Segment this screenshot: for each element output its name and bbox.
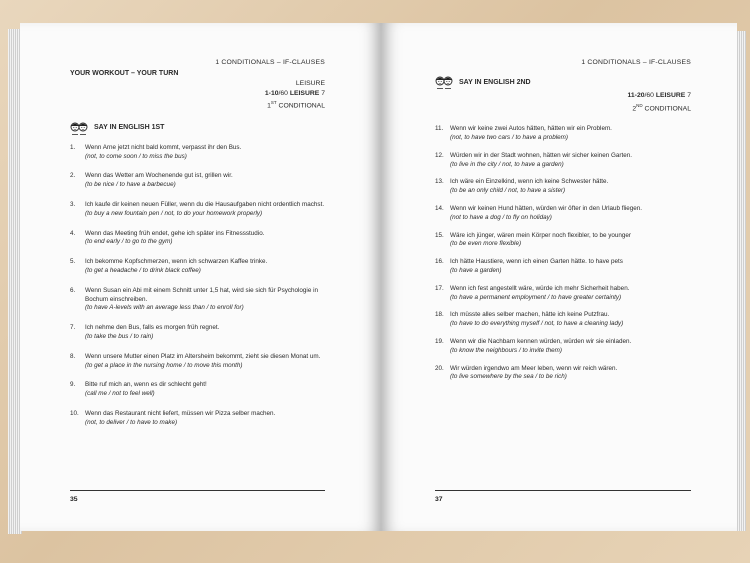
exercise-item <box>435 152 691 170</box>
exercise-body <box>85 324 325 342</box>
workout-title: YOUR WORKOUT – YOUR TURN <box>70 70 179 77</box>
page-edges-right <box>736 31 746 531</box>
exercise-body <box>450 232 691 250</box>
exercise-item <box>435 311 691 329</box>
exercise-number: 2. <box>70 172 76 180</box>
two-heads-icon <box>435 75 453 89</box>
say-in-english-heading <box>435 73 691 91</box>
exercise-body <box>85 230 325 248</box>
leisure-label: LEISURE <box>295 80 325 87</box>
english-hint: (to get a place in the nursing home / to move this month) <box>85 361 243 369</box>
exercise-item <box>70 144 325 162</box>
english-hint: (to have a garden) <box>450 267 502 275</box>
exercise-list <box>70 144 325 428</box>
german-sentence: Ich müsste alles selber machen, hätte ich keine Putzfrau. <box>450 311 610 319</box>
exercise-range: 1-10/60 LEISURE 7 <box>264 89 325 97</box>
exercise-number: 16. <box>435 258 444 266</box>
exercise-item <box>435 338 691 356</box>
english-hint: (not to have a dog / to fly on holiday) <box>450 213 552 221</box>
exercise-number: 11. <box>435 125 444 133</box>
exercise-number: 3. <box>70 200 76 208</box>
say-title: SAY IN ENGLISH 1ST <box>94 124 165 132</box>
english-hint: (to get a headache / to drink black coffee) <box>85 266 201 274</box>
german-sentence: Ich hätte Haustiere, wenn ich einen Garten hätte. to have pets <box>450 258 623 266</box>
german-sentence: Wenn das Wetter am Wochenende gut ist, grillen wir. <box>85 172 233 180</box>
exercise-body <box>450 338 691 356</box>
english-hint: (to live somewhere by the sea / to be rich) <box>450 373 567 381</box>
right-page-content <box>435 59 691 391</box>
german-sentence: Wäre ich jünger, wären mein Körper noch flexibler, to be younger <box>450 231 631 239</box>
page-number: 37 <box>435 496 443 503</box>
exercise-number: 5. <box>70 258 76 266</box>
german-sentence: Ich bekomme Kopfschmerzen, wenn ich schwarzen Kaffee trinke. <box>85 258 268 266</box>
left-page <box>20 23 381 531</box>
exercise-item <box>435 178 691 196</box>
german-sentence: Wenn das Meeting früh endet, gehe ich später ins Fitnessstudio. <box>85 229 265 237</box>
say-title: SAY IN ENGLISH 2ND <box>459 78 531 86</box>
exercise-item <box>435 258 691 276</box>
english-hint: (to know the neighbours / to invite them) <box>450 346 563 354</box>
german-sentence: Ich nehme den Bus, falls es morgen früh regnet. <box>85 324 220 332</box>
german-sentence: Wenn wir keinen Hund hätten, würden wir öfter in den Urlaub fliegen. <box>450 205 643 213</box>
exercise-body <box>450 365 691 383</box>
exercise-range: 11-20/60 LEISURE 7 <box>627 92 691 99</box>
exercise-item <box>70 258 325 276</box>
left-page-content <box>70 59 325 439</box>
exercise-number: 15. <box>435 231 444 239</box>
english-hint: (to have A-levels with an average less than / to enroll for) <box>85 304 244 312</box>
english-hint: (call me / not to feel well) <box>85 390 155 398</box>
german-sentence: Wenn Arne jetzt nicht bald kommt, verpasst ihr den Bus. <box>85 143 242 151</box>
german-sentence: Wenn wir die Nachbarn kennen würden, würden wir sie einladen. <box>450 338 632 346</box>
german-sentence: Ich wäre ein Einzelkind, wenn ich keine Schwester hätte. <box>450 178 609 186</box>
exercise-body <box>85 381 325 399</box>
exercise-number: 1. <box>70 143 76 151</box>
german-sentence: Bitte ruf mich an, wenn es dir schlecht geht! <box>85 381 207 389</box>
exercise-number: 10. <box>70 409 79 417</box>
exercise-item <box>435 125 691 143</box>
exercise-item <box>70 201 325 219</box>
german-sentence: Würden wir in der Stadt wohnen, hätten wir sicher keinen Garten. <box>450 151 633 159</box>
exercise-body <box>85 410 325 428</box>
exercise-item <box>70 230 325 248</box>
german-sentence: Wenn wir keine zwei Autos hätten, hätten wir ein Problem. <box>450 125 612 133</box>
exercise-item <box>435 285 691 303</box>
exercise-item <box>435 205 691 223</box>
exercise-number: 18. <box>435 311 444 319</box>
exercise-body <box>85 258 325 276</box>
english-hint: (not, to come soon / to miss the bus) <box>85 152 187 160</box>
exercise-body <box>450 205 691 223</box>
english-hint: (to take the bus / to rain) <box>85 332 154 340</box>
exercise-number: 9. <box>70 381 76 389</box>
exercise-item <box>70 353 325 371</box>
exercise-item <box>70 410 325 428</box>
exercise-item <box>70 172 325 190</box>
exercise-number: 19. <box>435 338 444 346</box>
english-hint: (not, to deliver / to have to make) <box>85 418 178 426</box>
exercise-list <box>435 125 691 382</box>
conditional-label: 1ST CONDITIONAL <box>267 100 325 110</box>
exercise-body <box>85 144 325 162</box>
section-meta <box>70 79 325 111</box>
open-book <box>8 19 746 534</box>
exercise-number: 7. <box>70 324 76 332</box>
exercise-item <box>70 324 325 342</box>
exercise-item <box>70 287 325 313</box>
exercise-number: 13. <box>435 178 444 186</box>
running-head: 1 CONDITIONALS – IF-CLAUSES <box>215 59 325 66</box>
english-hint: (to have a permanent employment / to have greater certainty) <box>450 293 622 301</box>
two-heads-icon <box>70 121 88 135</box>
conditional-label: 2ND CONDITIONAL <box>632 102 691 112</box>
exercise-body <box>450 125 691 143</box>
exercise-body <box>85 353 325 371</box>
exercise-body <box>450 285 691 303</box>
exercise-body <box>450 152 691 170</box>
exercise-item <box>435 232 691 250</box>
section-meta <box>435 91 691 113</box>
german-sentence: Wir würden irgendwo am Meer leben, wenn wir reich wären. <box>450 364 618 372</box>
exercise-number: 6. <box>70 286 76 294</box>
right-page <box>381 23 737 531</box>
exercise-body <box>450 178 691 196</box>
exercise-body <box>450 258 691 276</box>
english-hint: (to be even more flexible) <box>450 240 522 248</box>
exercise-body <box>85 172 325 190</box>
page-number: 35 <box>70 496 78 503</box>
say-in-english-heading <box>70 119 325 137</box>
footer-rule <box>435 490 691 491</box>
footer-rule <box>70 490 325 491</box>
german-sentence: Ich kaufe dir keinen neuen Füller, wenn du die Hausaufgaben nicht ordentlich machst. <box>85 200 325 208</box>
english-hint: (to be nice / to have a barbecue) <box>85 181 176 189</box>
german-sentence: Wenn ich fest angestellt wäre, würde ich mehr Sicherheit haben. <box>450 284 630 292</box>
german-sentence: Wenn das Restaurant nicht liefert, müssen wir Pizza selber machen. <box>85 409 276 417</box>
exercise-number: 17. <box>435 284 444 292</box>
exercise-number: 12. <box>435 151 444 159</box>
exercise-number: 20. <box>435 364 444 372</box>
exercise-body <box>450 311 691 329</box>
exercise-number: 4. <box>70 229 76 237</box>
exercise-body <box>85 287 325 313</box>
exercise-number: 14. <box>435 205 444 213</box>
english-hint: (to be an only child / not, to have a sister) <box>450 187 566 195</box>
german-sentence: Wenn unsere Mutter einen Platz im Altersheim bekommt, zieht sie diesen Monat um. <box>85 352 321 360</box>
running-head: 1 CONDITIONALS – IF-CLAUSES <box>581 59 691 66</box>
english-hint: (to have to do everything myself / not, to have a cleaning lady) <box>450 320 624 328</box>
exercise-number: 8. <box>70 352 76 360</box>
exercise-item <box>70 381 325 399</box>
german-sentence: Wenn Susan ein Abi mit einem Schnitt unter 1,5 hat, wird sie sich für Psychologie in Bochum einschreiben. <box>85 286 318 303</box>
exercise-body <box>85 201 325 219</box>
english-hint: (not, to have two cars / to have a problem) <box>450 134 568 142</box>
english-hint: (to live in the city / not, to have a garden) <box>450 160 564 168</box>
english-hint: (to buy a new fountain pen / not, to do your homework properly) <box>85 209 263 217</box>
exercise-item <box>435 365 691 383</box>
english-hint: (to end early / to go to the gym) <box>85 238 173 246</box>
